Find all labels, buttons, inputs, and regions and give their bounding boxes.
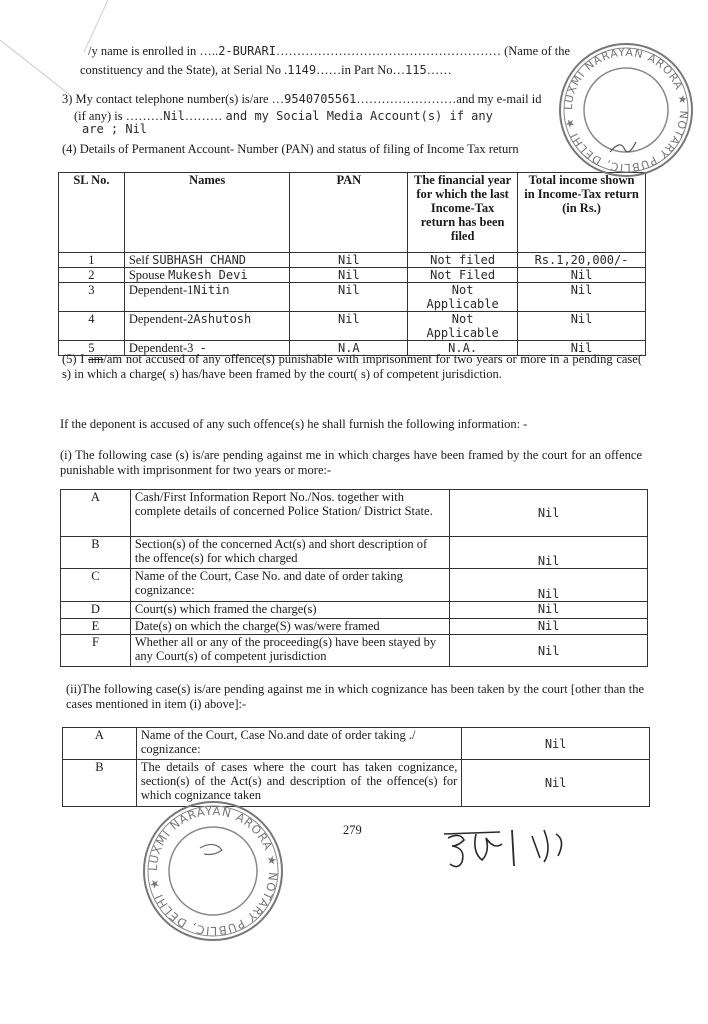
email-value: Nil [163,109,185,123]
table-row: 3 Dependent-1Nitin Nil Not Applicable Nil [59,283,646,312]
header-names: Names [124,173,290,253]
table-row: 1 Self SUBHASH CHAND Nil Not filed Rs.1,20,000/- [59,253,646,268]
table-row: E Date(s) on which the charge(S) was/were framed Nil [61,619,648,635]
deponent-note: If the deponent is accused of any such offence(s) he shall furnish the following information: - [60,417,528,431]
part-value: 115 [405,63,427,77]
header-sl: SL No. [59,173,125,253]
table-row: 4 Dependent-2Ashutosh Nil Not Applicable Nil [59,312,646,341]
table-row: 2 Spouse Mukesh Devi Nil Not Filed Nil [59,268,646,283]
pan-heading: (4) Details of Permanent Account- Number (PAN) and status of filing of Income Tax return [62,142,519,156]
constituency-value: 2-BURARI [218,44,276,58]
charges-table [60,489,648,667]
table-row: B The details of cases where the court has taken cognizance, section(s) of the Act(s) and description of the offence(s) for which cognizance taken Nil [63,760,650,807]
header-total-income: Total income shown in Income-Tax return (in Rs.) [518,173,646,253]
pan-table [58,172,646,356]
table-row: A Name of the Court, Case No.and date of order taking ./ cognizance: Nil [63,728,650,760]
contact-line: 3) My contact telephone number(s) is/are …9540705561……………………and my e-mail id [62,92,542,106]
table-row: A Cash/First Information Report No./Nos. together with complete details of concerned Police Station/ District State. Nil [61,490,648,537]
enrolment-line: /y name is enrolled in …..2-BURARI……………………………………………… (Name of the [88,44,571,58]
pan-table-header [59,173,646,253]
header-pan: PAN [290,173,408,253]
table-row: 5 Dependent-3 - N.A N.A. Nil [59,341,646,356]
header-financial-year: The financial year for which the last Income-Tax return has been filed [408,173,518,253]
table-row: D Court(s) which framed the charge(s) Nil [61,602,648,619]
offence-declaration: (5) I am/am not accused of any offence(s) punishable with imprisonment for two years or more in a pending case( s) in which a charge( s) has/have been framed by the court( s) of competent jurisdiction. [62,352,642,381]
table-row: C Name of the Court, Case No. and date of order taking cognizance: Nil [61,569,648,602]
notary-stamp-bottom [140,798,286,944]
email-line: (if any) is ………Nil……… and my Social Media Account(s) if any [74,109,493,123]
stamp-ring-text: LUXMI NARAYAN ARORA ★ NOTARY PUBLIC, DELHI ★ [561,45,691,175]
serial-line: constituency and the State), at Serial No .1149……in Part No…115…… [80,63,452,77]
page-number: 279 [343,823,362,837]
section-ii-heading: (ii)The following case(s) is/are pending against me in which cognizance has been taken by the court [other than the cases mentioned in item (i) above]:- [66,682,644,711]
serial-value: 1149 [287,63,317,77]
fold-marks [0,0,708,120]
signature [440,822,590,878]
social-media-line: are ; Nil [82,122,148,136]
cognizance-table [62,727,650,807]
table-row: B Section(s) of the concerned Act(s) and short description of the offence(s) for which charged Nil [61,537,648,569]
section-i-heading: (i) The following case (s) is/are pending against me in which charges have been framed by the court for an offence punishable with imprisonment for two years or more:- [60,448,642,477]
phone-value: 9540705561 [284,92,357,106]
stamp-ring-text: LUXMI NARAYAN ARORA ★ NOTARY PUBLIC, DELHI ★ [145,803,281,939]
table-row: F Whether all or any of the proceeding(s) have been stayed by any Court(s) of competent jurisdiction Nil [61,635,648,667]
